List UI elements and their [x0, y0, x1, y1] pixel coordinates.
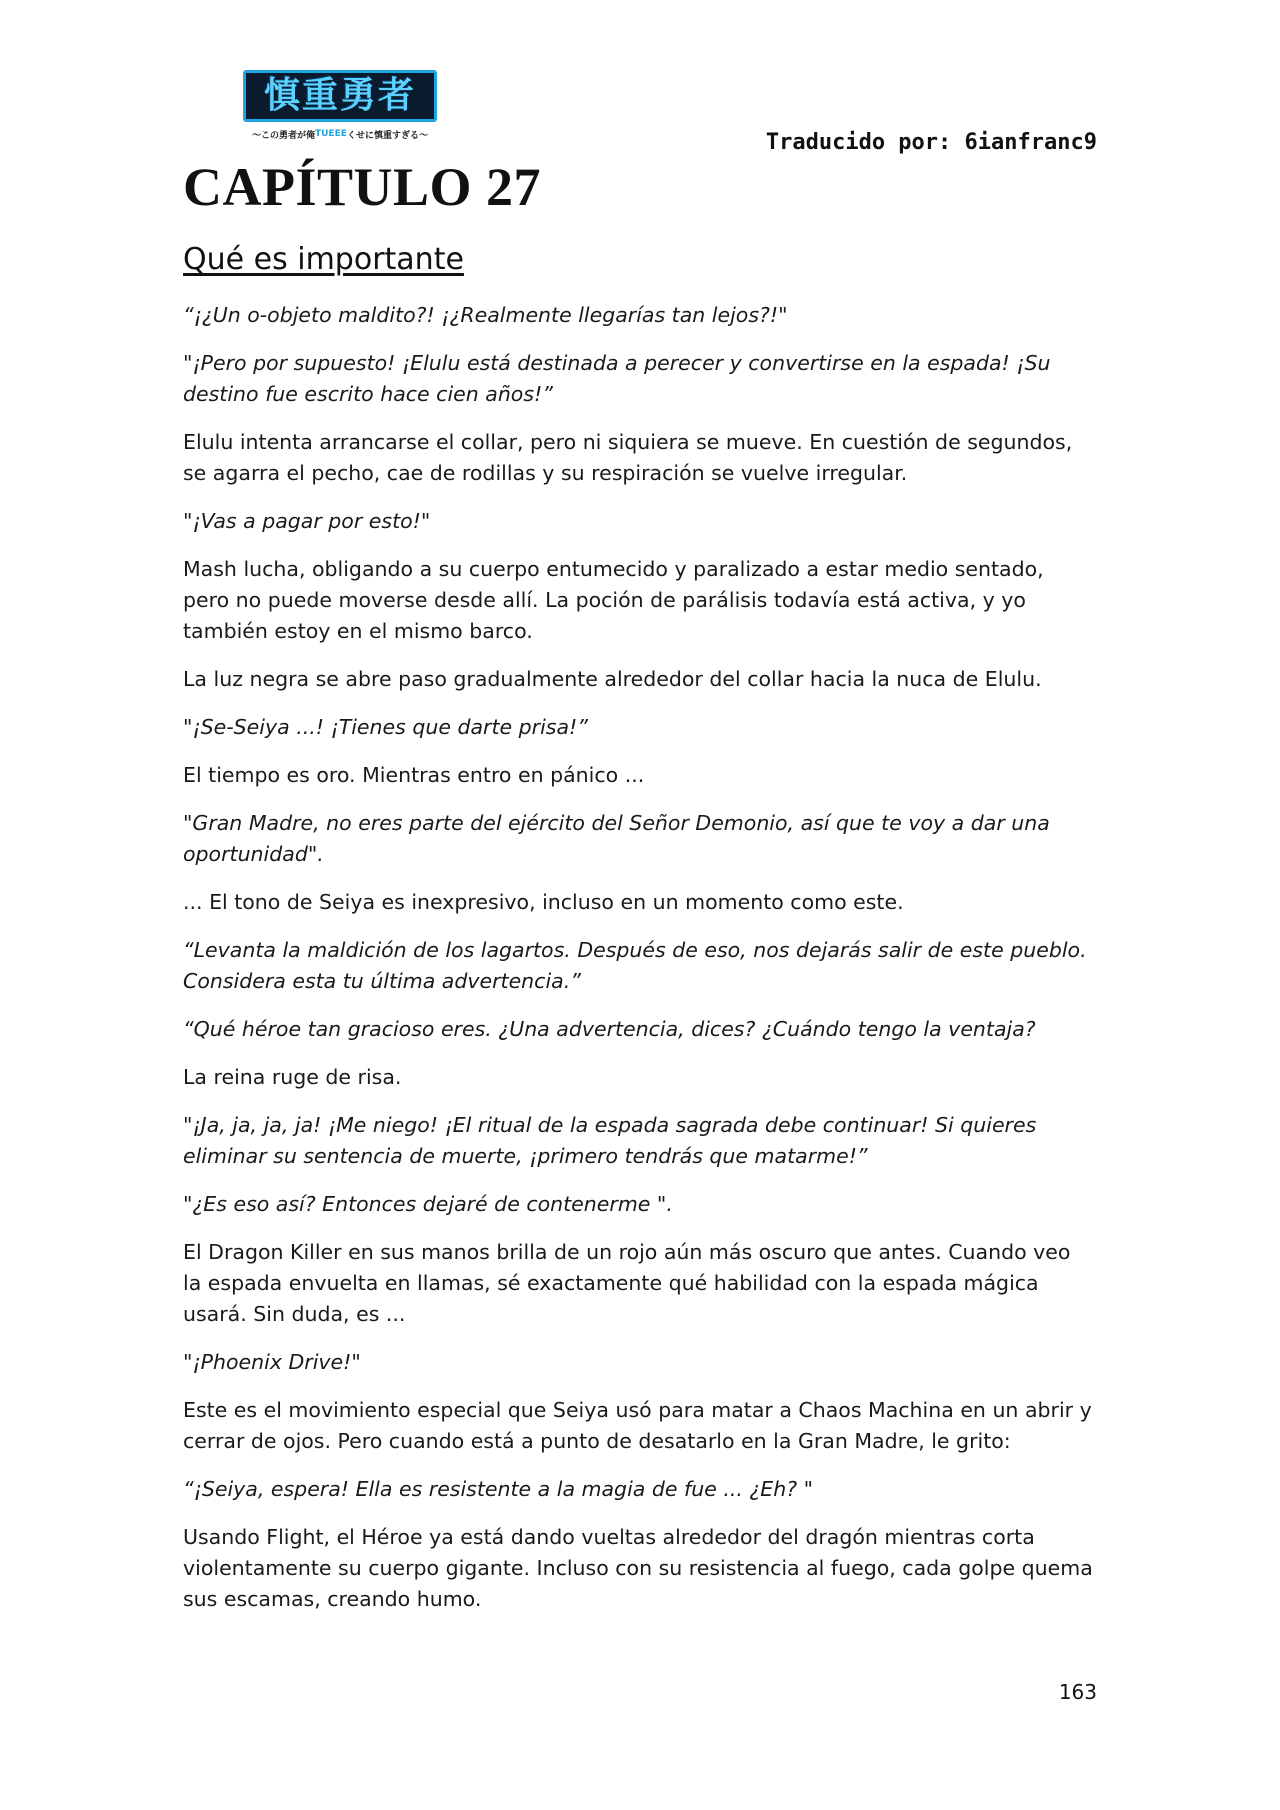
chapter-subtitle: Qué es importante	[183, 242, 464, 277]
paragraph: "¡Phoenix Drive!"	[183, 1350, 361, 1374]
paragraph: El Dragon Killer en sus manos brilla de un rojo aún más oscuro que antes. Cuando veo la espada envuelta en llamas, sé exactamente qué habilidad con la espada mágica usará. Sin duda, es ...	[183, 1240, 1071, 1326]
logo-subtitle-highlight: TUEEE	[315, 129, 347, 139]
translator-credit: Traducido por: 6ianfranc9	[765, 130, 1097, 155]
paragraph: Usando Flight, el Héroe ya está dando vueltas alrededor del dragón mientras corta violentamente su cuerpo gigante. Incluso con su resistencia al fuego, cada golpe quema sus escamas, creando humo.	[183, 1525, 1093, 1611]
paragraph: "¡Pero por supuesto! ¡Elulu está destinada a perecer y convertirse en la espada! ¡Su destino fue escrito hace cien años!”	[183, 351, 1051, 406]
paragraph: “Levanta la maldición de los lagartos. Después de eso, nos dejarás salir de este pueblo. Considera esta tu última advertencia.”	[183, 938, 1087, 993]
logo-title-box	[243, 70, 437, 122]
logo-subtitle-right: くせに慎重すぎる〜	[346, 130, 428, 141]
paragraph: “Qué héroe tan gracioso eres. ¿Una advertencia, dices? ¿Cuándo tengo la ventaja?	[183, 1017, 1036, 1041]
series-logo	[236, 70, 444, 150]
paragraph: Elulu intenta arrancarse el collar, pero ni siquiera se mueve. En cuestión de segundos, se agarra el pecho, cae de rodillas y su respiración se vuelve irregular.	[183, 430, 1073, 485]
chapter-title: CAPÍTULO 27	[183, 157, 542, 217]
paragraph: La reina ruge de risa.	[183, 1065, 402, 1089]
paragraph: La luz negra se abre paso gradualmente alrededor del collar hacia la nuca de Elulu.	[183, 667, 1042, 691]
paragraph: “¡Seiya, espera! Ella es resistente a la magia de fue ... ¿Eh? "	[183, 1477, 814, 1501]
paragraph: "¡Se-Seiya ...! ¡Tienes que darte prisa!”	[183, 715, 588, 739]
paragraph: “¡¿Un o-objeto maldito?! ¡¿Realmente llegarías tan lejos?!"	[183, 303, 788, 327]
logo-subtitle-left: 〜この勇者が俺	[252, 130, 316, 141]
paragraph: ... El tono de Seiya es inexpresivo, incluso en un momento como este.	[183, 890, 904, 914]
logo-title: 慎重勇者	[263, 75, 416, 116]
paragraph: "¡Ja, ja, ja, ja! ¡Me niego! ¡El ritual de la espada sagrada debe continuar! Si quieres eliminar su sentencia de muerte, ¡primero tendrás que matarme!”	[183, 1113, 1037, 1168]
body-text	[183, 300, 1095, 1632]
paragraph: "Gran Madre, no eres parte del ejército del Señor Demonio, así que te voy a dar una oportunidad".	[183, 811, 1050, 866]
paragraph: "¿Es eso así? Entonces dejaré de contenerme ".	[183, 1192, 673, 1216]
paragraph: El tiempo es oro. Mientras entro en pánico ...	[183, 763, 645, 787]
paragraph: "¡Vas a pagar por esto!"	[183, 509, 431, 533]
paragraph: Mash lucha, obligando a su cuerpo entumecido y paralizado a estar medio sentado, pero no puede moverse desde allí. La poción de parálisis todavía está activa, y yo también estoy en el mismo barco.	[183, 557, 1044, 643]
logo-subtitle	[236, 126, 444, 142]
paragraph: Este es el movimiento especial que Seiya usó para matar a Chaos Machina en un abrir y cerrar de ojos. Pero cuando está a punto de desatarlo en la Gran Madre, le grito:	[183, 1398, 1092, 1453]
page-number: 163	[1058, 1680, 1097, 1704]
